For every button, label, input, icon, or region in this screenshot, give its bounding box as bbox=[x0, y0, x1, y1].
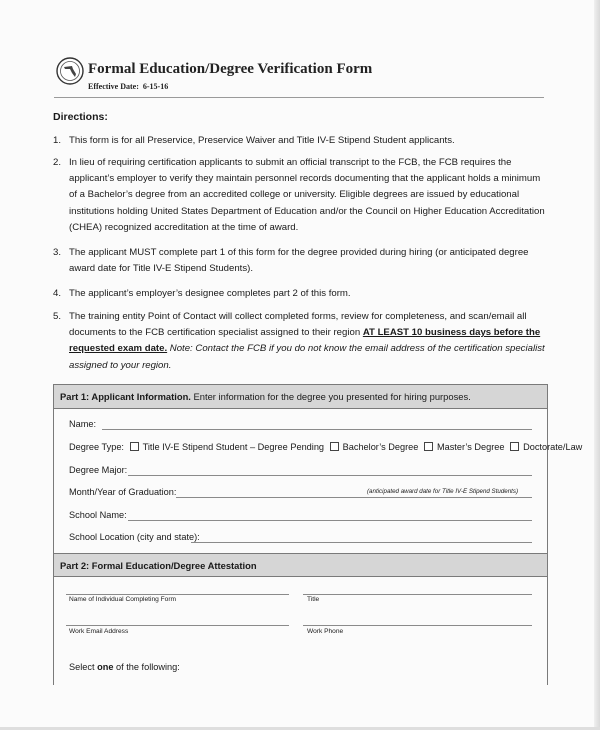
header-divider bbox=[54, 97, 544, 98]
effective-date-value: 6-15-16 bbox=[142, 82, 169, 91]
name-label: Name: bbox=[69, 419, 97, 429]
direction-item-5 bbox=[53, 309, 548, 374]
select-emphasis: one bbox=[97, 662, 114, 672]
title-input-line[interactable] bbox=[303, 594, 532, 595]
part2-heading: Part 2: Formal Education/Degree Attestation bbox=[60, 560, 257, 571]
page-edge-shadow bbox=[594, 0, 600, 730]
option-masters: Master’s Degree bbox=[436, 442, 505, 452]
select-suffix: of the following: bbox=[113, 662, 180, 672]
select-prefix: Select bbox=[69, 662, 98, 672]
option-bachelors: Bachelor’s Degree bbox=[342, 442, 419, 452]
note-text: Note: Contact the FCB if you do not know the email address of the certification specialist assigned to your region. bbox=[69, 343, 545, 371]
direction-item-4 bbox=[53, 286, 548, 302]
direction-item-2 bbox=[53, 155, 548, 236]
degree-major-label: Degree Major: bbox=[69, 465, 128, 475]
direction-number: 4. bbox=[53, 288, 62, 299]
direction-text bbox=[69, 309, 548, 374]
work-phone-input-line[interactable] bbox=[303, 625, 532, 626]
state-seal-icon bbox=[56, 57, 84, 85]
form-title: Formal Education/Degree Verification Form bbox=[88, 61, 373, 77]
checkbox-stipend[interactable] bbox=[130, 442, 139, 451]
school-location-input-line[interactable] bbox=[191, 542, 532, 543]
work-email-input-line[interactable] bbox=[66, 625, 289, 626]
part1-header bbox=[54, 385, 547, 409]
direction-number: 3. bbox=[53, 247, 62, 258]
effective-date-label: Effective Date: bbox=[88, 82, 139, 91]
direction-text-main: The training entity Point of Contact will collect completed forms, review for completeness, and scan/email all documents to the FCB certification specialist assigned to their region bbox=[69, 311, 527, 339]
work-phone-label: Work Phone bbox=[307, 628, 344, 635]
title-label: Title bbox=[307, 596, 320, 603]
name-completing-label: Name of Individual Completing Form bbox=[69, 596, 177, 603]
checkbox-doctorate[interactable] bbox=[510, 442, 519, 451]
directions-heading: Directions: bbox=[53, 111, 108, 123]
name-completing-input-line[interactable] bbox=[66, 594, 289, 595]
direction-item-1 bbox=[53, 133, 548, 149]
form-box bbox=[53, 384, 583, 685]
direction-text: The applicant MUST complete part 1 of this form for the degree provided during hiring (or anticipated degree award date for Title IV-E Stipend Students). bbox=[69, 247, 529, 275]
select-one-instruction bbox=[69, 662, 180, 672]
checkbox-masters[interactable] bbox=[424, 442, 433, 451]
direction-number: 5. bbox=[53, 311, 62, 322]
part2-header bbox=[54, 553, 547, 577]
part1-instruction: Enter information for the degree you presented for hiring purposes. bbox=[190, 391, 471, 402]
deadline-emphasis: AT LEAST 10 business days before the requested exam date. bbox=[69, 327, 541, 355]
name-input-line[interactable] bbox=[102, 429, 532, 430]
graduation-label: Month/Year of Graduation: bbox=[69, 487, 177, 497]
direction-text: In lieu of requiring certification applicants to submit an official transcript to the FCB, the FCB requires the applicant’s employer to verify they maintain personnel records documenting that the applicant holds a minimum of a Bachelor’s degree from an accredited college or university. Eligible degrees are issued by educational institutions holding United States Department of Education and/or the Council on Higher Education Accreditation (CHEA) recognized accreditation at the time of award. bbox=[69, 157, 545, 233]
direction-text: The applicant’s employer’s designee completes part 2 of this form. bbox=[69, 288, 351, 299]
school-location-label: School Location (city and state): bbox=[69, 532, 200, 542]
direction-text: This form is for all Preservice, Preservice Waiver and Title IV-E Stipend Student applicants. bbox=[69, 135, 455, 146]
option-stipend: Title IV-E Stipend Student – Degree Pending bbox=[142, 442, 325, 452]
work-email-label: Work Email Address bbox=[69, 628, 129, 635]
effective-date bbox=[88, 82, 168, 91]
graduation-input-line[interactable] bbox=[176, 497, 532, 498]
direction-number: 2. bbox=[53, 157, 62, 168]
graduation-note: (anticipated award date for Title IV-E Stipend Students) bbox=[367, 488, 519, 495]
school-name-input-line[interactable] bbox=[128, 520, 532, 521]
degree-major-input-line[interactable] bbox=[128, 475, 532, 476]
direction-item-3 bbox=[53, 245, 548, 277]
part1-heading: Part 1: Applicant Information. bbox=[60, 391, 191, 402]
checkbox-bachelors[interactable] bbox=[330, 442, 339, 451]
option-doctorate: Doctorate/Law bbox=[523, 442, 583, 452]
direction-number: 1. bbox=[53, 135, 62, 146]
degree-type-row bbox=[69, 442, 582, 452]
school-name-label: School Name: bbox=[69, 510, 127, 520]
degree-type-label: Degree Type: bbox=[69, 442, 124, 452]
